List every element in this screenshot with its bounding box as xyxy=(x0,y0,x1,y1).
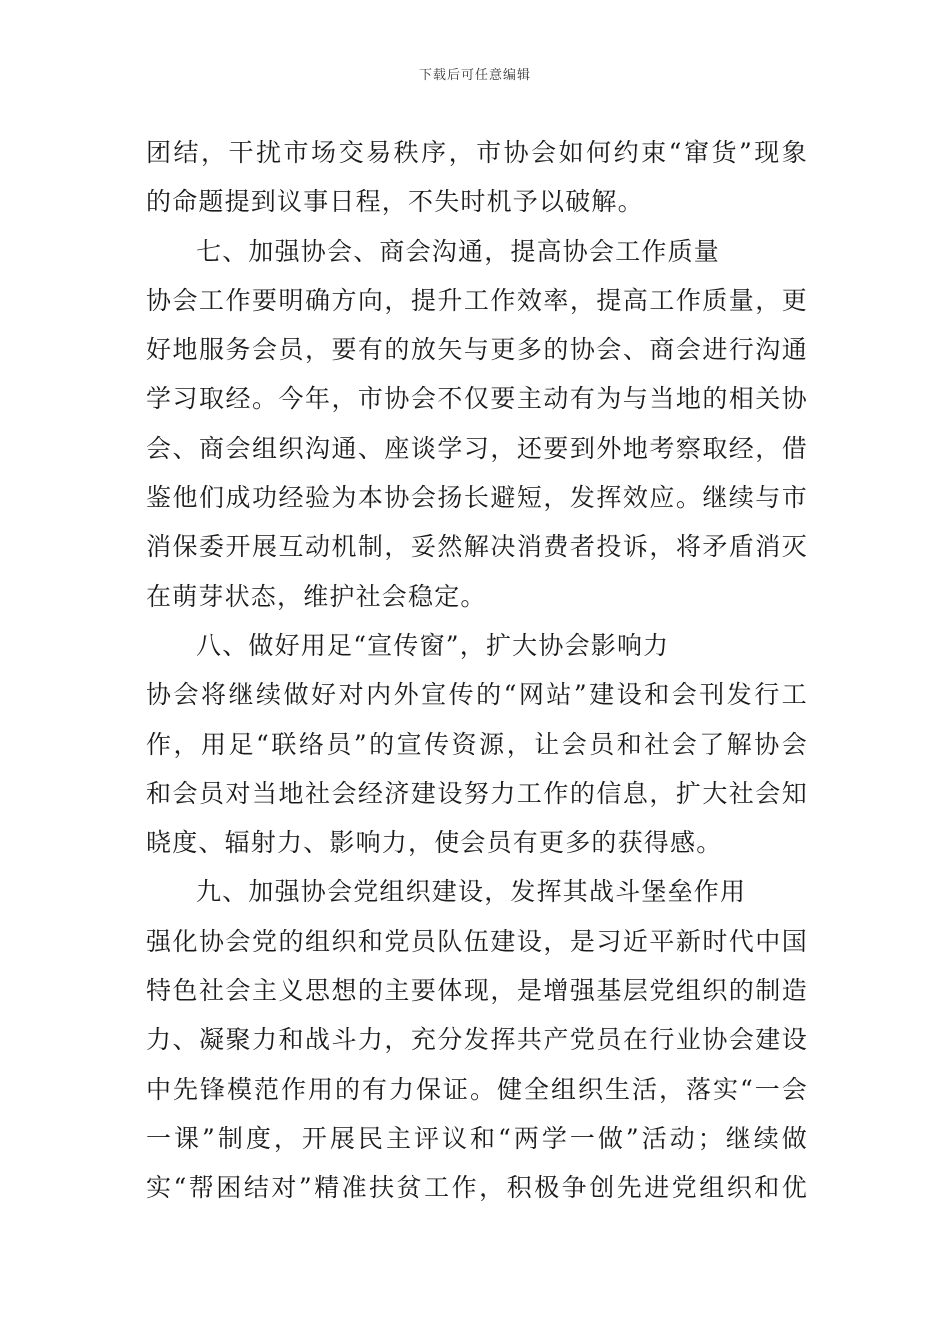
document-body xyxy=(146,128,808,1213)
paragraph-line: 鉴他们成功经验为本协会扬长避短，发挥效应。继续与市 xyxy=(146,483,808,513)
paragraph-line: 在萌芽状态，维护社会稳定。 xyxy=(146,581,487,611)
paragraph-line: 协会将继续做好对内外宣传的“网站”建设和会刊发行工 xyxy=(146,680,808,710)
paragraph-line: 力、凝聚力和战斗力，充分发挥共产党员在行业协会建设 xyxy=(146,1025,808,1055)
paragraph-line: 特色社会主义思想的主要体现，是增强基层党组织的制造 xyxy=(146,976,808,1006)
paragraph-line: 会、商会组织沟通、座谈学习，还要到外地考察取经，借 xyxy=(146,433,808,463)
paragraph-line: 的命题提到议事日程，不失时机予以破解。 xyxy=(146,187,644,217)
paragraph-line: 晓度、辐射力、影响力，使会员有更多的获得感。 xyxy=(146,828,723,858)
paragraph-line: 作，用足“联络员”的宣传资源，让会员和社会了解协会 xyxy=(146,729,808,759)
paragraph-line: 协会工作要明确方向，提升工作效率，提高工作质量，更 xyxy=(146,285,808,315)
section-heading: 七、加强协会、商会沟通，提高协会工作质量 xyxy=(196,236,721,266)
section-heading: 八、做好用足“宣传窗”，扩大协会影响力 xyxy=(196,630,670,660)
paragraph-line: 实“帮困结对”精准扶贫工作，积极争创先进党组织和优 xyxy=(146,1173,808,1203)
paragraph-line: 消保委开展互动机制，妥然解决消费者投诉，将矛盾消灭 xyxy=(146,532,808,562)
paragraph-line: 好地服务会员，要有的放矢与更多的协会、商会进行沟通 xyxy=(146,335,808,365)
page-header: 下载后可任意编辑 xyxy=(418,68,531,83)
paragraph-line: 学习取经。今年，市协会不仅要主动有为与当地的相关协 xyxy=(146,384,808,414)
section-heading: 九、加强协会党组织建设，发挥其战斗堡垒作用 xyxy=(196,877,747,907)
paragraph-line: 团结，干扰市场交易秩序，市协会如何约束“窜货”现象 xyxy=(146,138,808,167)
paragraph-line: 和会员对当地社会经济建设努力工作的信息，扩大社会知 xyxy=(146,778,808,808)
paragraph-line: 强化协会党的组织和党员队伍建设，是习近平新时代中国 xyxy=(146,926,808,956)
paragraph-line: 中先锋模范作用的有力保证。健全组织生活，落实“一会 xyxy=(146,1074,808,1104)
paragraph-line: 一课”制度，开展民主评议和“两学一做”活动；继续做 xyxy=(146,1123,808,1153)
